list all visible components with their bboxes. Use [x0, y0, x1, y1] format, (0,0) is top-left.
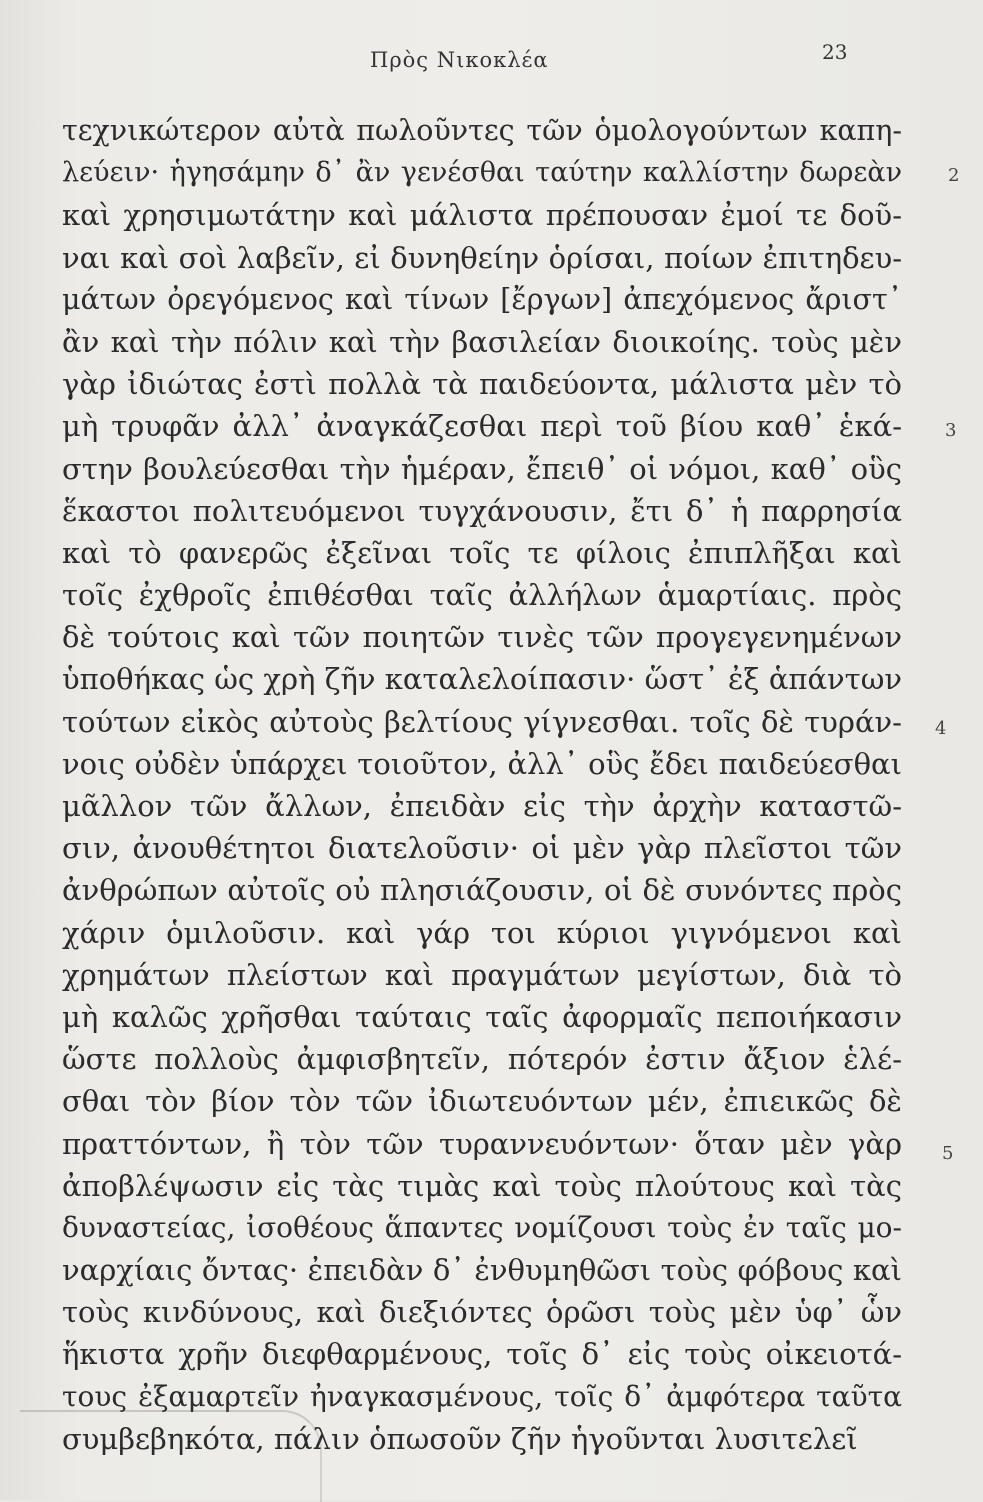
text-line: σθαι τὸν βίον τὸν τῶν ἰδιωτευόντων μέν, ἐπιεικῶς δὲ — [62, 1084, 902, 1119]
text-line: ναι καὶ σοὶ λαβεῖν, εἰ δυνηθείην ὁρίσαι, ποίων ἐπιτηδευ- — [62, 240, 902, 275]
page-damage-mark — [20, 1410, 322, 1502]
text-line: νοις οὐδὲν ὑπάρχει τοιοῦτον, ἀλλ᾽ οὓς ἔδει παιδεύεσθαι — [62, 746, 902, 781]
text-line: δυναστείας, ἰσοθέους ἅπαντες νομίζουσι τοὺς ἐν ταῖς μο- — [62, 1210, 902, 1244]
text-line: μὴ τρυφᾶν ἀλλ᾽ ἀναγκάζεσθαι περὶ τοῦ βίου καθ᾽ ἑκά- — [62, 409, 902, 444]
text-line: μᾶλλον τῶν ἄλλων, ἐπειδὰν εἰς τὴν ἀρχὴν καταστῶ- — [62, 789, 902, 823]
running-header-title: Πρὸς Νικοκλέα — [370, 48, 549, 72]
text-line: χάριν ὁμιλοῦσιν. καὶ γάρ τοι κύριοι γιγνόμενοι καὶ — [62, 915, 902, 950]
text-line: τοὺς κινδύνους, καὶ διεξιόντες ὁρῶσι τοὺς μὲν ὑφ᾽ ὧν — [62, 1295, 902, 1330]
text-line: ναρχίαις ὄντας· ἐπειδὰν δ᾽ ἐνθυμηθῶσι τοὺς φόβους καὶ — [62, 1253, 902, 1288]
text-line: τους ἐξαμαρτεῖν ἠναγκασμένους, τοῖς δ᾽ ἀμφότερα ταῦτα — [62, 1379, 902, 1413]
text-line: ἕκαστοι πολιτευόμενοι τυγχάνουσιν, ἔτι δ᾽ ἡ παρρησία — [62, 493, 902, 528]
text-line: χρημάτων πλείστων καὶ πραγμάτων μεγίστων, διὰ τὸ — [62, 957, 902, 992]
text-line: μὴ καλῶς χρῆσθαι ταύταις ταῖς ἀφορμαῖς πεποιήκασιν — [62, 999, 902, 1034]
text-line: ἂν καὶ τὴν πόλιν καὶ τὴν βασιλείαν διοικοίης. τοὺς μὲν — [62, 324, 902, 359]
text-line: στην βουλεύεσθαι τὴν ἡμέραν, ἔπειθ᾽ οἱ νόμοι, καθ᾽ οὓς — [62, 451, 902, 486]
text-line: πραττόντων, ἢ τὸν τῶν τυραννευόντων· ὅταν μὲν γὰρ — [62, 1126, 902, 1161]
section-number-5: 5 — [942, 1143, 954, 1164]
text-line: τεχνικώτερον αὐτὰ πωλοῦντες τῶν ὁμολογούντων καπη- — [62, 114, 902, 147]
text-line: ὑποθήκας ὡς χρὴ ζῆν καταλελοίπασιν· ὥστ᾽ ἐξ ἁπάντων — [62, 662, 902, 697]
section-number-3: 3 — [945, 420, 957, 441]
text-line: καὶ τὸ φανερῶς ἐξεῖναι τοῖς τε φίλοις ἐπιπλῆξαι καὶ — [62, 535, 902, 570]
body-text — [62, 110, 902, 1460]
text-line: μάτων ὀρεγόμενος καὶ τίνων [ἔργων] ἀπεχόμενος ἄριστ᾽ — [62, 282, 902, 316]
text-line: σιν, ἀνουθέτητοι διατελοῦσιν· οἱ μὲν γὰρ πλεῖστοι τῶν — [62, 831, 902, 866]
text-line: τούτων εἰκὸς αὐτοὺς βελτίους γίγνεσθαι. τοῖς δὲ τυράν- — [62, 704, 902, 739]
text-line: συμβεβηκότα, πάλιν ὁπωσοῦν ζῆν ἡγοῦνται λυσιτελεῖ — [62, 1421, 858, 1456]
text-line: ἥκιστα χρῆν διεφθαρμένους, τοῖς δ᾽ εἰς τοὺς οἰκειοτά- — [62, 1337, 902, 1372]
page-number: 23 — [822, 40, 848, 64]
text-line: λεύειν· ἡγησάμην δ᾽ ἂν γενέσθαι ταύτην καλλίστην δωρεὰν — [62, 157, 902, 189]
text-line: καὶ χρησιμωτάτην καὶ μάλιστα πρέπουσαν ἐμοί τε δοῦ- — [62, 198, 902, 233]
text-line: δὲ τούτοις καὶ τῶν ποιητῶν τινὲς τῶν προγεγενημένων — [62, 620, 902, 655]
text-line: ὥστε πολλοὺς ἀμφισβητεῖν, πότερόν ἐστιν ἄξιον ἑλέ- — [62, 1042, 902, 1077]
section-number-4: 4 — [935, 718, 947, 739]
text-line: ἀποβλέψωσιν εἰς τὰς τιμὰς καὶ τοὺς πλούτους καὶ τὰς — [62, 1168, 902, 1203]
text-line: γὰρ ἰδιώτας ἐστὶ πολλὰ τὰ παιδεύοντα, μάλιστα μὲν τὸ — [62, 367, 902, 402]
text-line: τοῖς ἐχθροῖς ἐπιθέσθαι ταῖς ἀλλήλων ἁμαρτίαις. πρὸς — [62, 578, 902, 613]
text-line: ἀνθρώπων αὐτοῖς οὐ πλησιάζουσιν, οἱ δὲ συνόντες πρὸς — [62, 873, 902, 908]
section-number-2: 2 — [948, 165, 960, 186]
